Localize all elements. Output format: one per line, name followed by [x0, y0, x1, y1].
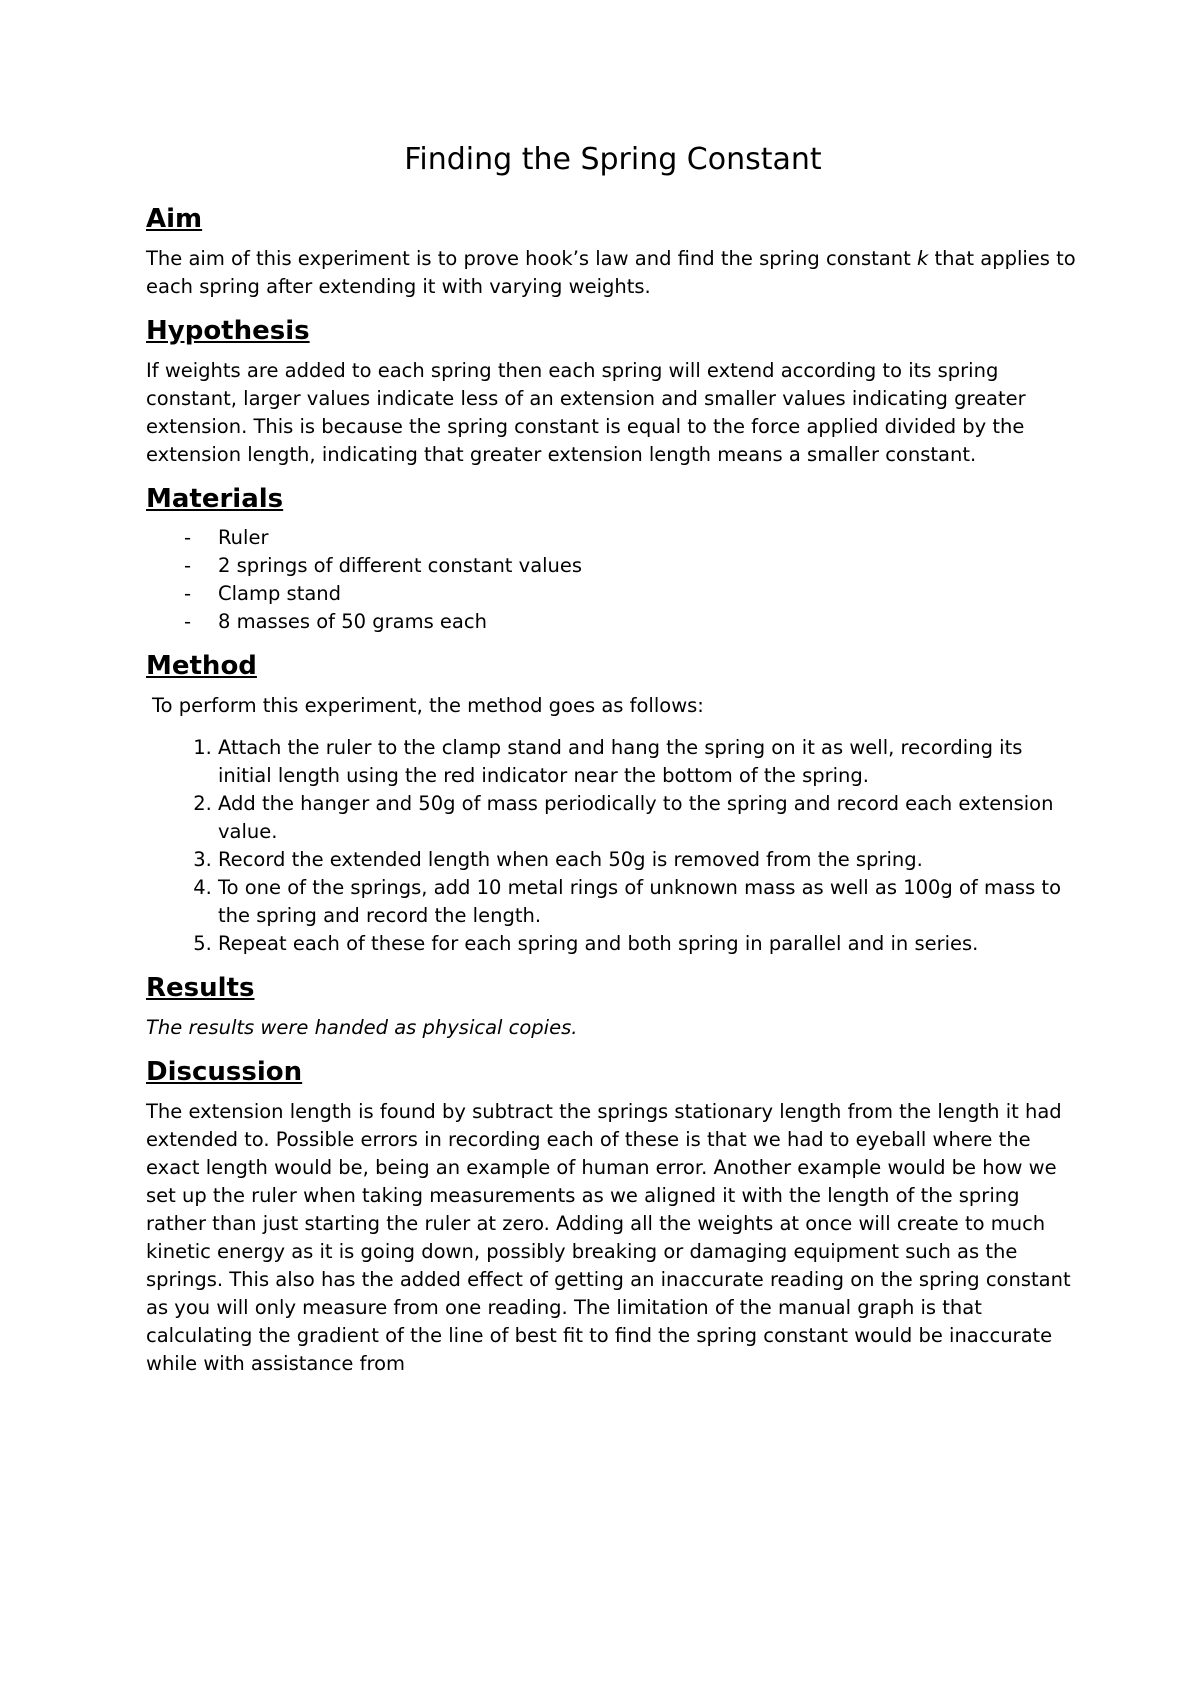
aim-text: [146, 245, 1080, 301]
discussion-text: The extension length is found by subtract the springs stationary length from the length it had extended to. Possible errors in recording each of these is that we had to eyeball where the exact length would be, being an example of human error. Another example would be how we set up the ruler when taking measurements as we aligned it with the length of the spring rather than just starting the ruler at zero. Adding all the weights at once will create to much kinetic energy as it is going down, possibly breaking or damaging equipment such as the springs. This also has the added effect of getting an inaccurate reading on the spring constant as you will only measure from one reading. The limitation of the manual graph is that calculating the gradient of the line of best fit to find the spring constant would be inaccurate while with assistance from: [146, 1099, 1071, 1375]
page-title: Finding the Spring Constant: [404, 142, 822, 177]
method-step: 5. Repeat each of these for each spring and both spring in parallel and in series.: [218, 930, 1080, 958]
hypothesis-text: If weights are added to each spring then each spring will extend according to its spring constant, larger values indicate less of an extension and smaller values indicating greater extension. This is because the spring constant is equal to the force applied divided by the extension length, indicating that greater extension length means a smaller constant.: [146, 358, 1026, 466]
results-heading: Results: [146, 973, 255, 1004]
method-step: 2. Add the hanger and 50g of mass periodically to the spring and record each extension value.: [218, 790, 1080, 846]
aim-text-after: that applies to each spring after extending it with varying weights.: [146, 246, 1076, 298]
method-intro: To perform this experiment, the method goes as follows:: [152, 694, 704, 718]
aim-k-symbol: k: [916, 246, 929, 270]
discussion-section: [146, 1056, 1080, 1378]
list-item: - 8 masses of 50 grams each: [184, 608, 1080, 636]
method-heading: Method: [146, 651, 257, 682]
results-section: [146, 972, 1080, 1042]
method-steps: [146, 734, 1080, 958]
hypothesis-heading: Hypothesis: [146, 315, 310, 346]
method-section: [146, 650, 1080, 958]
materials-list: [146, 524, 1080, 636]
materials-section: [146, 483, 1080, 637]
materials-heading: Materials: [146, 483, 284, 514]
aim-text-before: The aim of this experiment is to prove hook’s law and find the spring constant: [146, 246, 917, 270]
aim-section: [146, 203, 1080, 301]
method-step: 4. To one of the springs, add 10 metal rings of unknown mass as well as 100g of mass to the spring and record the length.: [218, 874, 1080, 930]
results-text: The results were handed as physical copies.: [146, 1015, 578, 1039]
discussion-heading: Discussion: [146, 1056, 303, 1087]
aim-heading: Aim: [146, 204, 203, 234]
list-item: - Clamp stand: [184, 580, 1080, 608]
method-step: 1. Attach the ruler to the clamp stand and hang the spring on it as well, recording its initial length using the red indicator near the bottom of the spring.: [218, 734, 1080, 790]
list-item: - Ruler: [184, 524, 1080, 552]
method-step: 3. Record the extended length when each 50g is removed from the spring.: [218, 846, 1080, 874]
hypothesis-section: [146, 315, 1080, 469]
list-item: - 2 springs of different constant values: [184, 552, 1080, 580]
